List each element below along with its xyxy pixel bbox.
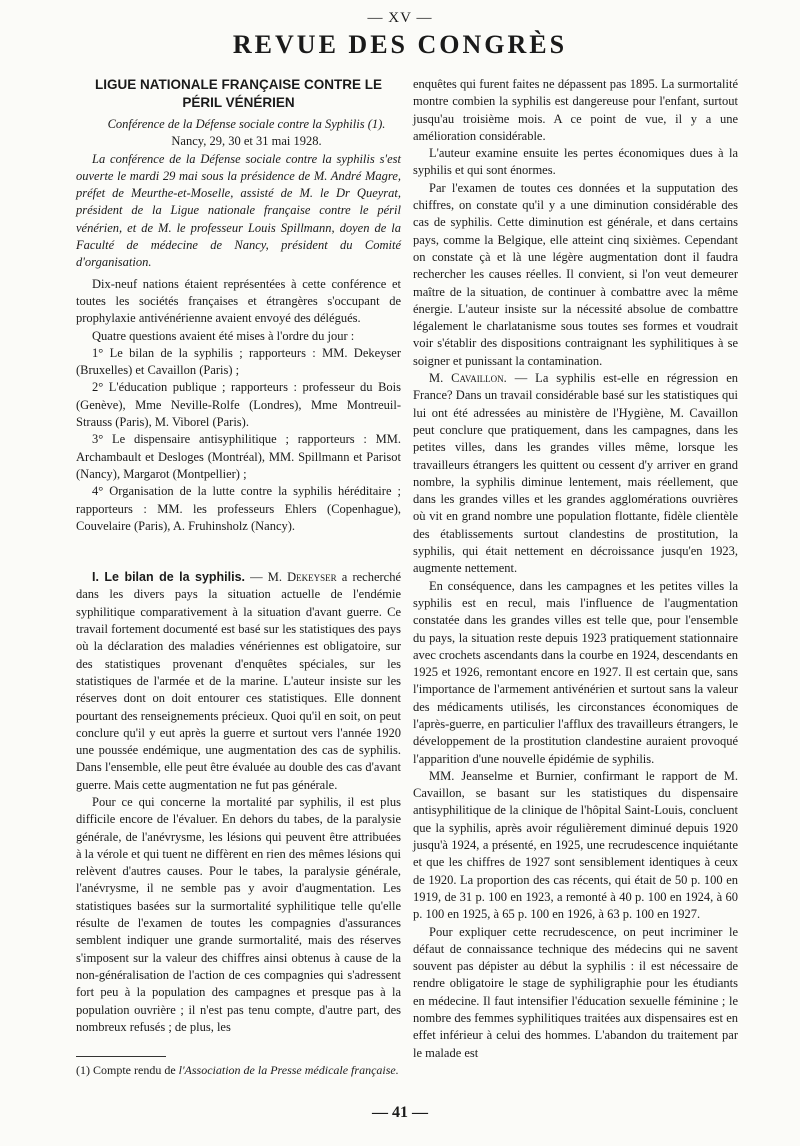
speaker-cavaillon: M. Cavaillon.: [429, 371, 507, 386]
section-1-text: a recherché dans les divers pays la situation actuelle de l'endémie syphilitique comparativement à la situation d'avant guerre. Ce travail fortement documenté est basé sur les statistiques des pays où la déclaration des maladies vénériennes est obligatoire, sur des statistiques provenant d'enquêtes spéciales, sur les statistiques de l'armée et de la marine. L'auteur insiste sur les réserves dont on doit entourer ces statistiques. Elle donnent pourtant des renseignements précieux. Quoi qu'il en soit, on peut conclure qu'il y eut après la guerre et surtout vers l'année 1920 une poussée endémique, une augmentation des cas de syphilis. Dans l'ensemble, elle peut être évaluée au double des cas d'avant guerre. Mais cette augmentation ne fut pas générale.: [76, 570, 402, 792]
body-paragraph: L'auteur examine ensuite les pertes économiques dues à la syphilis et qui sont énormes.: [413, 146, 738, 178]
body-paragraph: Dix-neuf nations étaient représentées à cette conférence et toutes les sociétés françaises et étrangères s'occupant de prophylaxie antivénérienne avaient envoyé des délégués.: [76, 276, 401, 326]
agenda-item-1: 1° Le bilan de la syphilis ; rapporteurs : MM. Dekeyser (Bruxelles) et Cavaillon (Paris) ;: [76, 345, 401, 378]
article-title: LIGUE NATIONALE FRANÇAISE CONTRE LE PÉRIL VÉNÉRIEN: [94, 77, 382, 110]
speaker-dekeyser: M. Dekeyser: [267, 570, 337, 585]
body-paragraph: MM. Jeanselme et Burnier, confirmant le rapport de M. Cavaillon, se basant sur les statistiques du dispensaire antisyphilitique de la clinique de l'hôpital Saint-Louis, concluent que la syphilis, après avoir régulièrement diminué depuis 1920 jusqu'à 1924, a présenté, en 1925, une recrudescence inquiétante et que les chiffres de 1927 sont sensiblement identiques à ceux de 1920. La proportion des cas récents, qui était de 50 p. 100 en 1919, de 31 p. 100 en 1923, a remonté à 40 p. 100 en 1924, à 60 p. 100 en 1925, à 65 p. 100 en 1926, à 63 p. 100 en 1927.: [413, 768, 738, 922]
cavaillon-paragraph: [413, 370, 738, 578]
article-dates: Nancy, 29, 30 et 31 mai 1928.: [171, 134, 322, 149]
right-column: [413, 76, 738, 1062]
journal-section-title: REVUE DES CONGRÈS: [232, 30, 568, 59]
section-1-paragraph: I. Le bilan de la syphilis. — M. Dekeyser a recherché dans les divers pays la situation actuelle de l'endémie syphilitique comparativement à la situation d'avant guerre. Ce travail fortement documenté est basé sur les statistiques des pays où la déclaration des maladies vénériennes est obligatoire, sur des statistiques provenant d'enquêtes spéciales, sur les statistiques de l'armée et de la marine. L'auteur insiste sur les réserves dont on doit entourer ces statistiques. Elle donnent pourtant des renseignements précieux. Quoi qu'il en soit, on peut conclure qu'il y eut après la guerre et surtout vers l'année 1920 une poussée endémique, une augmentation des cas de syphilis. Dans l'ensemble, elle peut être évaluée au double des cas d'avant guerre. Mais cette augmentation ne fut pas générale.: [76, 570, 402, 792]
page-number: — 41 —: [372, 1104, 428, 1121]
footnote-source: l'Association de la Presse médicale française.: [178, 1063, 399, 1077]
agenda-item-3: 3° Le dispensaire antisyphilitique ; rapporteurs : MM. Archambault et Desloges (Montréal), MM. Spillmann et Parisot (Nancy), Margarot (Montpellier) ;: [76, 432, 401, 481]
left-column: [76, 76, 401, 1036]
body-paragraph: Par l'examen de toutes ces données et la supputation des chiffres, on constate qu'il y a une diminution considérable des cas de syphilis. Cette diminution est générale, et dans certains pays, comme la Belgique, elle atteint cinq sixièmes. Cependant on constate çà et là une légère augmentation dont il faudra rechercher les causes réelles. Il convient, si l'on veut demeurer maître de la situation, de continuer à combattre avec la même énergie. L'auteur insiste sur la nécessité absolue de combattre légalement le charlatanisme sous toutes ses formes et voudrait voir s'établir des dispositions contraignant les syphilitiques à se soigner et punissant la contamination.: [413, 180, 738, 368]
intro-paragraph: La conférence de la Défense sociale contre la syphilis s'est ouverte le mardi 29 mai sous la présidence de M. André Magre, préfet de Meurthe-et-Moselle, assisté de M. le Dr Queyrat, président de la Ligue nationale française contre le péril vénérien, et de M. le professeur Louis Spillmann, doyen de la Faculté de médecine de Nancy, président du Comité d'organisation.: [76, 151, 401, 270]
agenda-item-4: 4° Organisation de la lutte contre la syphilis héréditaire ; rapporteurs : MM. les professeurs Ehlers (Copenhague), Couvelaire (Paris), A. Fruhinsholz (Nancy).: [76, 484, 401, 533]
footnote-divider: [76, 1056, 166, 1057]
footnote-marker: (1) Compte rendu de: [76, 1063, 176, 1077]
cavaillon-text: — La syphilis est-elle en régression en France? Dans un travail considérable basé sur les statistiques qui lui ont été adressées au ministère de l'Hygiène, M. Cavaillon peut conclure que pratiquement, dans les campagnes, dans les petites villes, dans les grandes villes même, lorsque les travailleurs étrangers les quittent ou cessent d'y arriver en grand nombre, la syphilis diminue lentement, mais réellement, que dans les grandes villes et les grandes agglomérations ouvrières où vit en grand nombre une population flottante, fidèle clientèle des établissements surtout clandestins de prostitution, la syphilis, qui était nettement en décroissance jusqu'en 1923, augmente nettement.: [413, 371, 738, 576]
page-roman-numeral: — XV —: [367, 10, 433, 26]
body-paragraph: En conséquence, dans les campagnes et les petites villes la syphilis est en recul, mais l'influence de l'augmentation constatée dans les grandes villes est telle que, pour l'ensemble du pays, la situation reste depuis 1923 pratiquement stationnaire avec crochets ascendants dans la courbe en 1924, descendants en 1925 et 1926, remontant encore en 1927. Il est certain que, sans l'importance de l'armement antivénérien et surtout sans la valeur des médicaments utilisés, les circonstances économiques de l'après-guerre, en particulier l'afflux des travailleurs étrangers, le développement de la prostitution clandestine auraient provoqué l'apparition d'une nouvelle épidémie de syphilis.: [413, 578, 738, 766]
body-paragraph: Pour expliquer cette recrudescence, on peut incriminer le défaut de connaissance technique des médecins qui ne savent souvent pas dépister au début la syphilis : il est nécessaire de rendre obligatoire le stage de syphiligraphie pour les étudiants en médecine. Il faut intensifier l'éducation sexuelle féminine ; le nombre des femmes syphilitiques traitées aux dispensaires est en effet inférieur à celui des hommes. L'abandon du traitement par le malade est: [413, 924, 738, 1060]
footnote: [76, 1062, 401, 1078]
body-paragraph: enquêtes qui furent faites ne dépassent pas 1895. La surmortalité montre combien la syphilis est dangereuse pour l'enfant, surtout jusqu'au troisième mois. A ce point de vue, il y a une amélioration considérable.: [413, 77, 738, 143]
body-paragraph: Pour ce qui concerne la mortalité par syphilis, il est plus difficile encore de l'évaluer. En dehors du tabes, de la paralysie générale, de l'anévrysme, les lésions qui peuvent être attribuées à la vérole et qui tuent ne diffèrent en rien des mêmes lésions qui relèvent d'autres causes. Pour le tabes, la paralysie générale, l'anévrysme, il ne semble pas y avoir d'augmentation. Les statistiques basées sur la surmortalité syphilitique telle qu'elle résulte de l'examen de toutes les compagnies d'assurances semblent indiquer une grande surmortalité, mais des réserves s'imposent sur la valeur des chiffres ainsi obtenus à cause de la non-généralisation de l'action de ces compagnies qui s'adressent fort peu à la population des campagnes et presque pas à la population ouvrière ; il n'est pas tenu compte, d'autre part, des nombreux refusés ; de plus, les: [76, 794, 402, 1034]
agenda-item-2: 2° L'éducation publique ; rapporteurs : professeur du Bois (Genève), Mme Neville-Rolfe (Londres), Mme Montreuil-Strauss (Paris), M. Viborel (Paris).: [76, 380, 401, 430]
article-subtitle: Conférence de la Défense sociale contre la Syphilis (1).: [107, 117, 386, 131]
body-paragraph: Quatre questions avaient été mises à l'ordre du jour :: [92, 328, 355, 343]
section-1-heading: I. Le bilan de la syphilis.: [92, 570, 246, 585]
